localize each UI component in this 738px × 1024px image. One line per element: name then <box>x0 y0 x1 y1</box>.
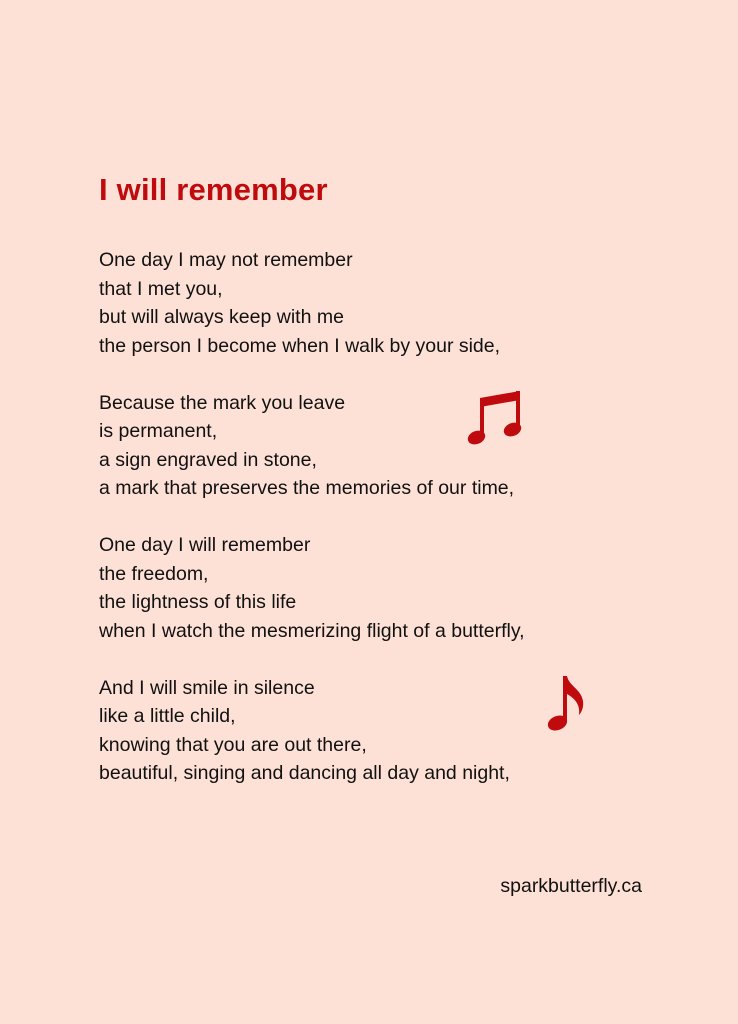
poem-line: One day I may not remember <box>99 249 353 271</box>
poem-line: the lightness of this life <box>99 591 297 613</box>
poem-line: when I watch the mesmerizing flight of a butterfly, <box>99 619 525 642</box>
poem-line: knowing that you are out there, <box>99 733 367 756</box>
beamed-eighth-notes-icon <box>466 390 524 446</box>
poem-body <box>99 246 699 816</box>
poem-line: a mark that preserves the memories of our time, <box>99 477 515 499</box>
poem-line: And I will smile in silence <box>99 676 315 699</box>
website-credit: sparkbutterfly.ca <box>500 875 642 897</box>
eighth-note-icon <box>545 674 585 734</box>
poem-line: Because the mark you leave <box>99 391 346 414</box>
poem-title: I will remember <box>99 172 328 207</box>
stanza-2 <box>99 389 699 503</box>
poem-line: the freedom, <box>99 562 209 585</box>
stanza-4 <box>99 674 699 788</box>
stanza-1 <box>99 246 699 360</box>
poem-line: that I met you, <box>99 277 223 300</box>
poem-line: like a little child, <box>99 705 236 727</box>
poem-line: beautiful, singing and dancing all day and night, <box>99 762 510 784</box>
poem-line: is permanent, <box>99 420 218 442</box>
poem-line: but will always keep with me <box>99 306 344 328</box>
stanza-3 <box>99 531 699 645</box>
poem-line: a sign engraved in stone, <box>99 448 317 471</box>
poem-line: the person I become when I walk by your side, <box>99 334 501 357</box>
poem-line: One day I will remember <box>99 534 311 556</box>
